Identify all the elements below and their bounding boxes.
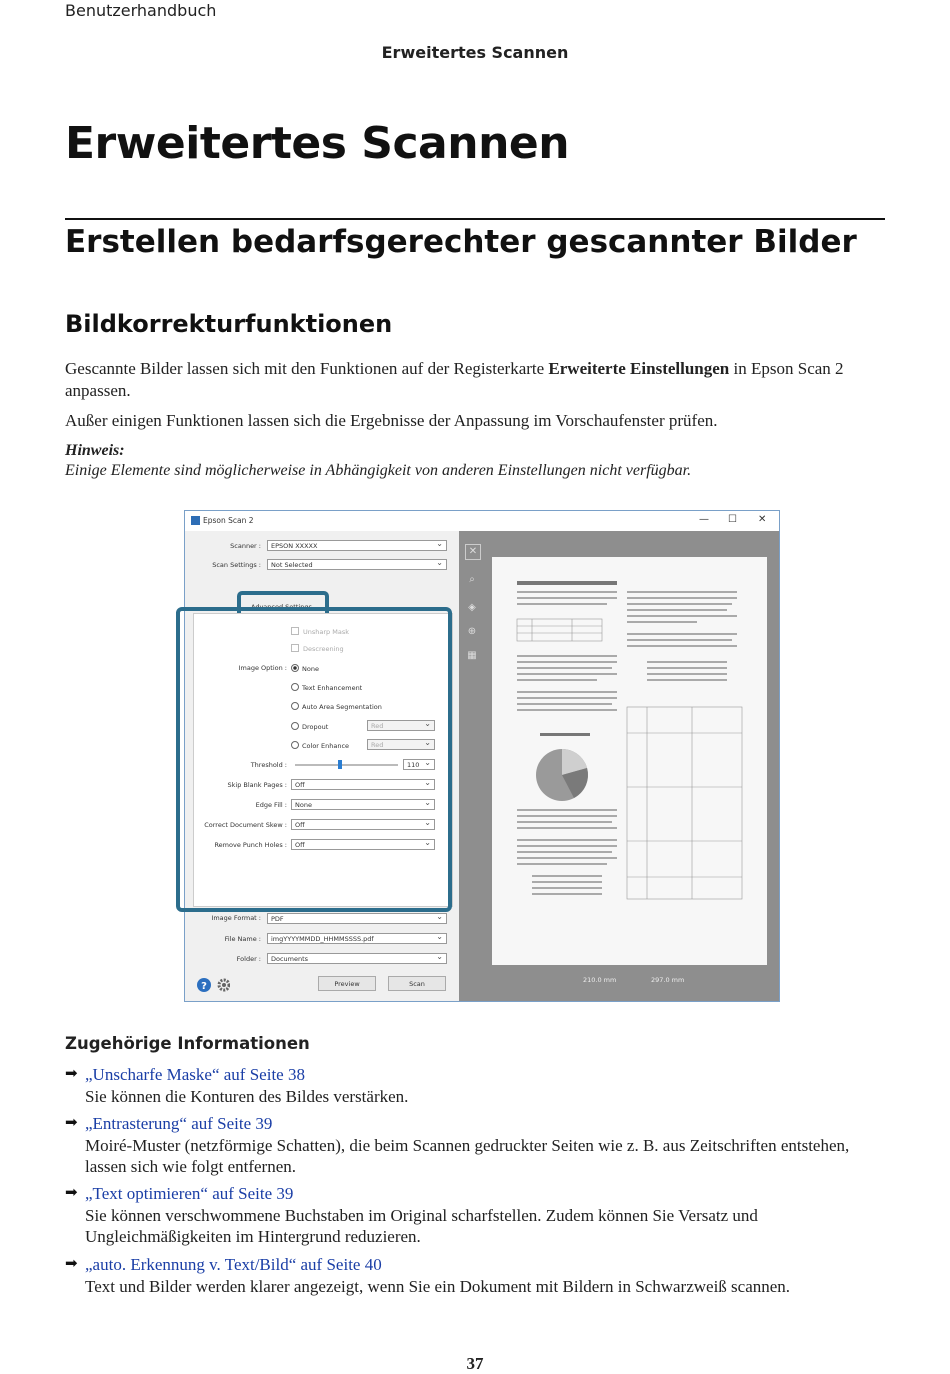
edge-fill-select[interactable]: None ⌄ — [291, 799, 435, 810]
threshold-slider[interactable] — [295, 764, 398, 766]
close-preview-icon[interactable]: ✕ — [465, 544, 481, 560]
rotate-icon[interactable]: ◈ — [468, 602, 476, 613]
related-desc-descreening: Moiré-Muster (netzförmige Schatten), die beim Scannen gedruckter Seiten wie z. B. aus Zeitschriften entstehen, lassen sich wie folgt entfernen. — [85, 1136, 850, 1176]
scanner-label: Scanner : — [230, 542, 261, 550]
radio-selected-icon — [291, 664, 299, 672]
threshold-label: Threshold : — [250, 761, 287, 769]
radio-dropout[interactable] — [291, 722, 328, 731]
related-desc-unsharp-mask: Sie können die Konturen des Bildes verstärken. — [85, 1087, 409, 1106]
pie-chart — [536, 733, 590, 801]
scanner-select[interactable]: EPSON XXXXX ⌄ — [267, 540, 447, 551]
arrow-right-icon: ➡ — [65, 1254, 78, 1272]
radio-color-enhance[interactable] — [291, 741, 349, 750]
document-width: 210.0 mm — [583, 976, 617, 984]
note-label: Hinweis: — [65, 442, 125, 459]
arrow-right-icon: ➡ — [65, 1183, 78, 1201]
radio-auto-area-label: Auto Area Segmentation — [302, 703, 382, 711]
arrow-right-icon: ➡ — [65, 1113, 78, 1131]
thumbnail-icon[interactable]: ▦ — [467, 650, 477, 661]
intro-text-start: Gescannte Bilder lassen sich mit den Funktionen auf der Registerkarte — [65, 359, 549, 378]
heading-rule — [65, 218, 885, 220]
help-icon-glyph: ? — [201, 981, 207, 992]
folder-label: Folder : — [236, 955, 261, 963]
maximize-icon[interactable]: ☐ — [728, 514, 737, 525]
image-format-label: Image Format : — [211, 914, 261, 922]
subsection-title: Bildkorrekturfunktionen — [65, 310, 393, 338]
checkbox-icon — [291, 644, 299, 652]
punch-holes-select[interactable]: Off ⌄ — [291, 839, 435, 850]
radio-text-enhancement[interactable] — [291, 683, 362, 692]
skip-blank-label: Skip Blank Pages : — [227, 781, 287, 789]
radio-color-enhance-label: Color Enhance — [302, 742, 350, 750]
arrow-right-icon: ➡ — [65, 1064, 78, 1082]
descreening-label: Descreening — [303, 645, 344, 653]
related-info-heading: Zugehörige Informationen — [65, 1034, 310, 1053]
document-height: 297.0 mm — [651, 976, 685, 984]
radio-icon — [291, 741, 299, 749]
related-link-text-enhancement[interactable]: „Text optimieren“ auf Seite 39 — [85, 1184, 294, 1203]
scan-button[interactable]: Scan — [388, 976, 446, 991]
related-link-auto-area[interactable]: „auto. Erkennung v. Text/Bild“ auf Seite 40 — [85, 1255, 382, 1274]
running-head: Benutzerhandbuch — [65, 1, 217, 20]
tab-advanced-settings[interactable]: Advanced Settings — [251, 603, 312, 611]
checkbox-icon — [291, 627, 299, 635]
color-enhance-select[interactable]: Red ⌄ — [367, 739, 435, 750]
radio-none[interactable] — [291, 664, 319, 673]
scan-settings-select[interactable]: Not Selected ⌄ — [267, 559, 447, 570]
window-titlebar — [185, 511, 779, 531]
related-link-unsharp-mask[interactable]: „Unscharfe Maske“ auf Seite 38 — [85, 1065, 305, 1084]
preview-document — [492, 557, 767, 965]
unsharp-mask-checkbox[interactable] — [291, 627, 349, 636]
radio-auto-area[interactable] — [291, 702, 382, 711]
folder-select[interactable]: Documents ⌄ — [267, 953, 447, 964]
add-icon[interactable]: ⊕ — [467, 626, 477, 637]
descreening-checkbox[interactable] — [291, 644, 344, 653]
skew-select[interactable]: Off ⌄ — [291, 819, 435, 830]
unsharp-mask-label: Unsharp Mask — [303, 628, 349, 636]
minimize-icon[interactable]: — — [699, 514, 709, 525]
gear-icon-hub — [222, 983, 226, 987]
edge-fill-label: Edge Fill : — [255, 801, 287, 809]
page-number: 37 — [466, 1354, 484, 1373]
window-title: Epson Scan 2 — [203, 516, 254, 525]
section-title: Erstellen bedarfsgerechter gescannter Bilder — [65, 224, 857, 260]
scan-settings-label: Scan Settings : — [212, 561, 261, 569]
punch-holes-label: Remove Punch Holes : — [214, 841, 287, 849]
image-format-select[interactable]: PDF ⌄ — [267, 913, 447, 924]
preview-paragraph: Außer einigen Funktionen lassen sich die Ergebnisse der Anpassung im Vorschaufenster prüfen. — [65, 411, 718, 430]
radio-dropout-label: Dropout — [302, 723, 329, 731]
note-text: Einige Elemente sind möglicherweise in Abhängigkeit von anderen Einstellungen nicht verfügbar. — [65, 462, 692, 479]
radio-none-label: None — [302, 665, 319, 673]
page-title: Erweitertes Scannen — [65, 118, 570, 169]
radio-icon — [291, 702, 299, 710]
preview-area — [459, 531, 779, 1001]
radio-icon — [291, 722, 299, 730]
preview-document-content — [492, 557, 767, 965]
app-icon — [191, 516, 200, 525]
dropout-select[interactable]: Red ⌄ — [367, 720, 435, 731]
intro-paragraph — [65, 358, 885, 402]
image-option-label: Image Option : — [238, 664, 287, 672]
epson-scan-screenshot — [184, 510, 780, 1002]
help-settings-icons — [196, 977, 230, 993]
large-table — [627, 707, 742, 899]
related-desc-text-enhancement: Sie können verschwommene Buchstaben im Original scharfstellen. Zudem können Sie Versatz und Ungleichmäßigkeiten im Hintergrund reduzieren. — [85, 1206, 758, 1246]
file-name-select[interactable]: imgYYYYMMDD_HHMMSSSS.pdf ⌄ — [267, 933, 447, 944]
skew-label: Correct Document Skew : — [204, 821, 287, 829]
radio-icon — [291, 683, 299, 691]
skip-blank-select[interactable]: Off ⌄ — [291, 779, 435, 790]
file-name-label: File Name : — [224, 935, 261, 943]
threshold-input[interactable]: 110 ⌄ — [403, 759, 435, 770]
intro-text-end: in Epson Scan 2 anpassen. — [65, 359, 844, 400]
related-desc-auto-area: Text und Bilder werden klarer angezeigt, wenn Sie ein Dokument mit Bildern in Schwarzweiß scannen. — [85, 1277, 791, 1296]
intro-tab-name: Erweiterte Einstellungen — [548, 359, 730, 378]
section-header: Erweitertes Scannen — [381, 43, 569, 62]
small-table — [517, 619, 602, 641]
related-link-descreening[interactable]: „Entrasterung“ auf Seite 39 — [85, 1114, 273, 1133]
slider-handle[interactable] — [338, 760, 342, 769]
preview-button[interactable]: Preview — [318, 976, 376, 991]
radio-text-enhancement-label: Text Enhancement — [302, 684, 363, 692]
zoom-icon[interactable]: ⌕ — [469, 574, 475, 585]
close-icon[interactable]: ✕ — [758, 514, 767, 525]
